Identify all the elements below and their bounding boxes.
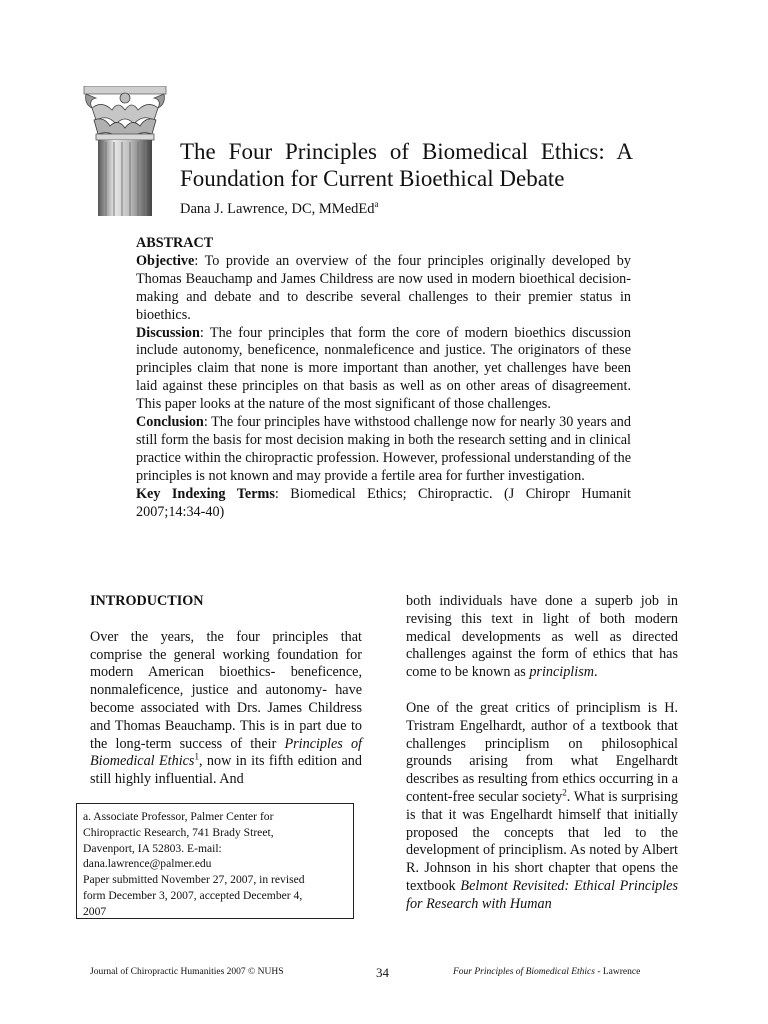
page-number: 34 xyxy=(376,965,389,980)
objective-label: Objective xyxy=(136,252,195,269)
corinthian-column-image xyxy=(82,86,168,216)
footnote-line: Paper submitted November 27, 2007, in revised xyxy=(83,873,305,887)
footnote-line: Chiropractic Research, 741 Brady Street, xyxy=(83,825,274,839)
footer-running-title xyxy=(453,967,640,977)
footer-journal: Journal of Chiropractic Humanities 2007 © NUHS xyxy=(90,967,284,977)
key-terms-text: : Biomedical Ethics; Chiropractic. (J Chiropr Humanit 2007;14:34-40) xyxy=(136,485,631,520)
left-column xyxy=(90,593,362,789)
conclusion-text: : The four principles have withstood challenge now for nearly 30 years and still form the basis for most decision making in both the research setting and in clinical practice within the chiropractic profession. However, professional understanding of the principles is not known and may provide a fertile area for further investigation. xyxy=(136,414,631,484)
abstract-heading: ABSTRACT xyxy=(136,235,214,251)
intro-paragraph-1 xyxy=(90,629,362,789)
term-principlism: principlism xyxy=(529,664,594,681)
paper-title xyxy=(180,138,650,192)
conclusion-label: Conclusion xyxy=(136,414,204,431)
author-line xyxy=(180,201,378,218)
footnote-line: a. Associate Professor, Palmer Center for xyxy=(83,810,274,823)
title-line-1: The Four Principles of Biomedical Ethics: A xyxy=(180,139,633,164)
book-title-belmont: Belmont Revisited: Ethical Principles for Research with Human xyxy=(406,877,679,912)
intro-p1-text: Over the years, the four principles that comprise the general working foundation for modern American bioethics- beneficence, nonmaleficence, justice and autonomy- have become associated with Drs. James Childress and Thomas Beauchamp. This is in part due to the long-term success of their xyxy=(90,628,362,752)
reference-1: 1 xyxy=(194,751,199,762)
footnote-line: Davenport, IA 52803. E-mail: xyxy=(83,841,222,855)
title-line-2: Foundation for Current Bioethical Debate xyxy=(180,166,565,191)
author-name: Dana J. Lawrence, DC, MMedEd xyxy=(180,201,375,217)
abstract xyxy=(136,235,631,522)
abstract-discussion xyxy=(136,325,631,415)
footnote-line: 2007 xyxy=(83,904,107,918)
abstract-conclusion xyxy=(136,414,631,486)
running-author: - Lawrence xyxy=(594,967,641,977)
author-affiliation-mark: a xyxy=(374,199,379,210)
r1-text-end: . xyxy=(593,664,598,681)
objective-text: : To provide an overview of the four principles originally developed by Thomas Beauchamp and James Childress are now used in modern bioethical decision-making and debate and to describe several challenges to their premier status in bioethics. xyxy=(136,252,631,323)
footnote-line: form December 3, 2007, accepted December 4, xyxy=(83,888,303,902)
discussion-label: Discussion xyxy=(136,324,200,341)
right-column xyxy=(406,593,678,914)
discussion-text: : The four principles that form the core of modern bioethics discussion include autonomy, beneficence, nonmaleficence and justice. The originators of these principles claim that none is more important than another, yet challenges have been laid against these principles on that basis as well as on other areas of disagreement. This paper looks at the nature of the most significant of those challenges. xyxy=(136,324,631,413)
abstract-key-terms xyxy=(136,486,631,522)
intro-p1-text-end: , now in its fifth edition and still highly influential. And xyxy=(90,753,362,788)
intro-paragraph-2 xyxy=(406,700,678,914)
affiliation-footnote-box xyxy=(76,803,354,919)
key-terms-label: Key Indexing Terms xyxy=(136,485,275,502)
intro-paragraph-1-continued xyxy=(406,593,678,682)
running-title: Four Principles of Biomedical Ethics xyxy=(453,967,595,977)
introduction-heading: INTRODUCTION xyxy=(90,593,204,609)
r1-text: both individuals have done a superb job in revising this text in light of both modern medical developments as well as directed challenges against the form of ethics that has come to be known as xyxy=(406,593,678,681)
reference-2: 2 xyxy=(562,787,567,798)
footnote-email: dana.lawrence@palmer.edu xyxy=(83,857,212,871)
r2-text: One of the great critics of principlism is H. Tristram Engelhardt, author of a textbook that challenges principlism on philosophical grounds arising from what Engelhardt describes as resulting from ethics occurring in a content-free secular society xyxy=(406,699,678,805)
r2-text-mid: . What is surprising is that it was Engelhardt himself that initially proposed the concepts that led to the development of principlism. As noted by Albert R. Johnson in his short chapter that opens the textbook xyxy=(406,788,679,894)
book-title-principles: Principles of Biomedical Ethics xyxy=(90,735,362,770)
abstract-objective xyxy=(136,253,631,325)
